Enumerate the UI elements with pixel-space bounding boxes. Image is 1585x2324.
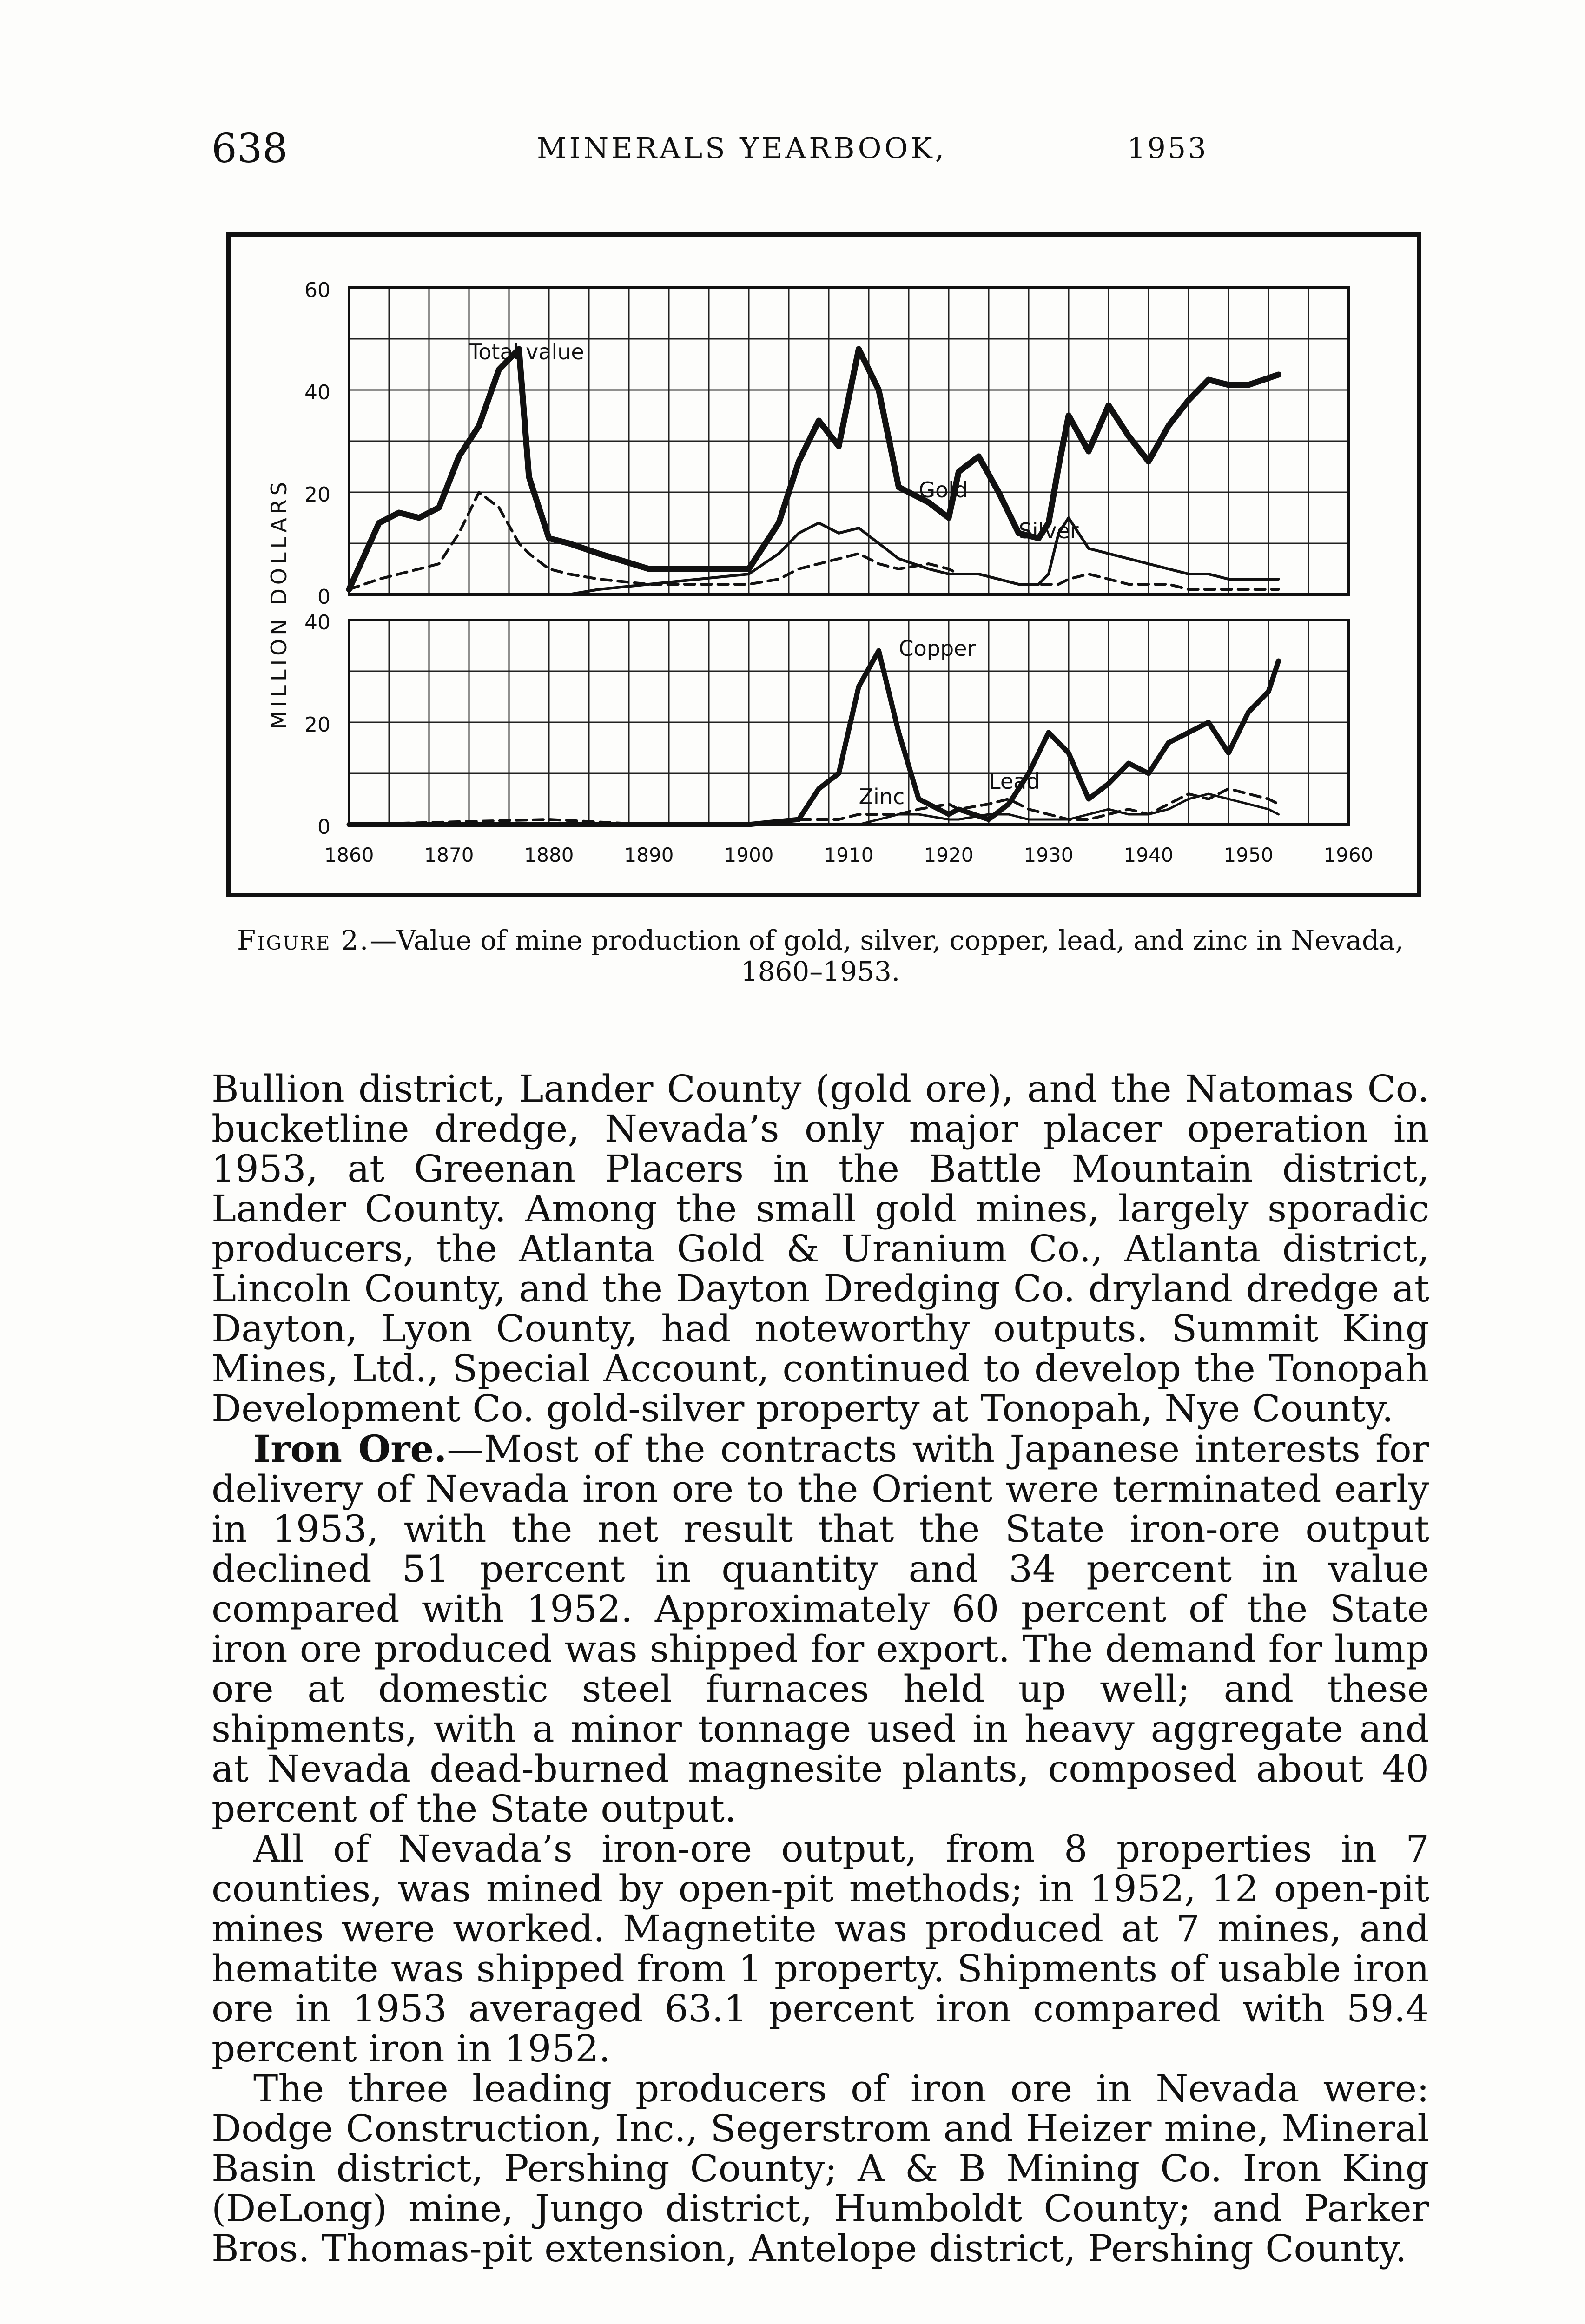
paragraph-iron-ore <box>211 1429 1429 1829</box>
x-tick-label: 1870 <box>424 844 474 866</box>
iron-ore-text: —Most of the contracts with Japanese interests for delivery of Nevada iron ore to the Orient were terminated early in 1953, with the net result that the State iron-ore output declined 51 percent in quantity and 34 percent in value compared with 1952. Approximately 60 percent of the State iron ore produced was shipped for export. The demand for lump ore at domestic steel furnaces held up well; and these shipments, with a minor tonnage used in heavy aggregate and at Nevada dead-burned magnesite plants, composed about 40 percent of the State output. <box>211 1427 1430 1830</box>
x-tick-label: 1950 <box>1223 844 1274 866</box>
mine-production-chart <box>231 237 1417 893</box>
paragraph-bullion-district: Bullion district, Lander County (gold ore), and the Natomas Co. bucketline dredge, Nevada’s only major placer operation in 1953, at Greenan Placers in the Battle Mountain district, Lander County. Among the small gold mines, largely sporadic producers, the Atlanta Gold & Uranium Co., Atlanta district, Lincoln County, and the Dayton Dredging Co. dryland dredge at Dayton, Lyon County, had noteworthy outputs. Summit King Mines, Ltd., Special Account, continued to develop the Tonopah Development Co. gold-silver property at Tonopah, Nye County. <box>211 1067 1429 1430</box>
y-tick-label: 40 <box>304 611 330 634</box>
y-tick-label: 60 <box>304 278 330 302</box>
figure-2-frame <box>226 232 1421 897</box>
running-head <box>211 125 1429 181</box>
x-tick-label: 1920 <box>924 844 974 866</box>
body-text <box>211 1069 1429 2269</box>
x-tick-label: 1940 <box>1123 844 1174 866</box>
publication-year: 1953 <box>1127 131 1208 165</box>
paragraph-open-pit: All of Nevada’s iron-ore output, from 8 properties in 7 counties, was mined by open-pit methods; in 1952, 12 open-pit mines were worked. Magnetite was produced at 7 mines, and hematite was shipped from 1 property. Shipments of usable iron ore in 1953 averaged 63.1 percent iron compared with 59.4 percent iron in 1952. <box>211 1827 1429 2070</box>
y-axis-title: MILLION DOLLARS <box>266 478 291 729</box>
series-line-silver <box>349 492 1279 589</box>
x-tick-label: 1890 <box>624 844 674 866</box>
x-tick-label: 1930 <box>1024 844 1074 866</box>
y-tick-label: 0 <box>317 585 330 609</box>
x-tick-label: 1900 <box>724 844 774 866</box>
y-tick-label: 0 <box>317 815 330 839</box>
figure-label: Figure 2. <box>237 924 370 956</box>
x-tick-label: 1910 <box>824 844 874 866</box>
annotation-lead: Lead <box>989 769 1040 794</box>
page-number: 638 <box>211 125 288 172</box>
figure-caption-text: —Value of mine production of gold, silver, copper, lead, and zinc in Nevada, 1860–1953. <box>370 924 1404 987</box>
annotation-total-value: Total value <box>469 339 584 364</box>
x-tick-label: 1880 <box>524 844 574 866</box>
iron-ore-heading: Iron Ore. <box>253 1427 447 1471</box>
series-line-copper <box>349 651 1279 825</box>
figure-caption <box>211 925 1429 987</box>
x-tick-label: 1860 <box>324 844 374 866</box>
x-tick-label: 1960 <box>1323 844 1374 866</box>
paragraph-leading-producers: The three leading producers of iron ore in Nevada were: Dodge Construction, Inc., Segerstrom and Heizer mine, Mineral Basin district, Pershing County; A & B Mining Co. Iron King (DeLong) mine, Jungo district, Humboldt County; and Parker Bros. Thomas-pit extension, Antelope district, Pershing County. <box>211 2067 1429 2270</box>
series-line-total-value <box>349 349 1279 589</box>
y-tick-label: 20 <box>304 483 330 507</box>
annotation-zinc: Zinc <box>859 784 905 809</box>
y-tick-label: 20 <box>304 713 330 737</box>
y-tick-label: 40 <box>304 381 330 404</box>
journal-title: MINERALS YEARBOOK, <box>537 131 947 165</box>
annotation-silver: Silver <box>1018 518 1079 543</box>
annotation-copper: Copper <box>898 636 976 661</box>
annotation-gold: Gold <box>918 477 968 502</box>
